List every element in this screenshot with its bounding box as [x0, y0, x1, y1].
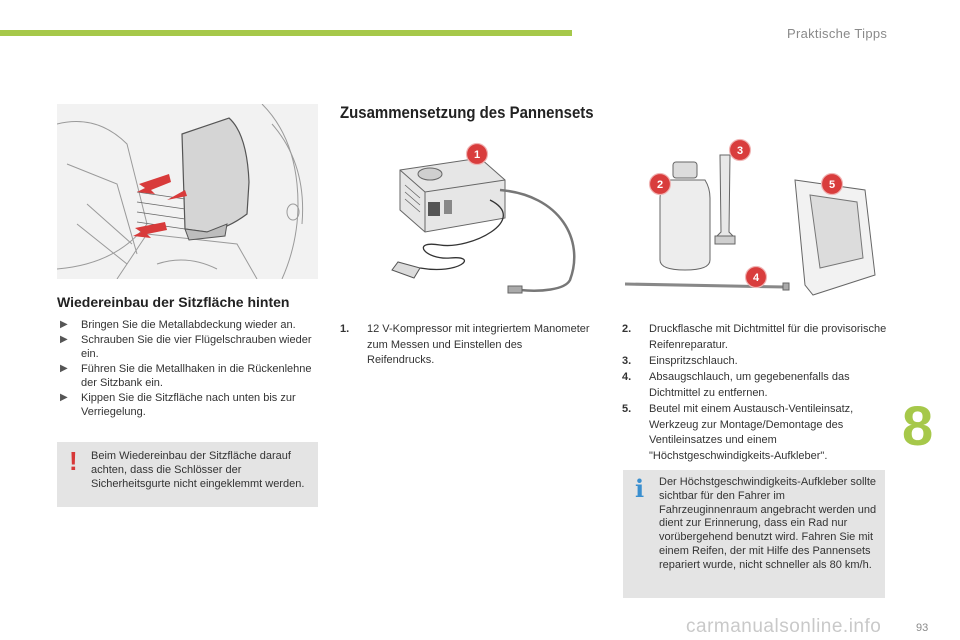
info-text: Der Höchstgeschwindigkeits-Aufkleber sollte sichtbar für den Fahrer im Fahrzeuginnenraum angebracht werden und dient zur Erinnerung, dass ein Rad nur vorübergehend benutzt wird. Fahren Sie mit einem Reifen, der mit Hilfe des Pannensets repariert wurde, nicht schneller als 80 km/h. — [659, 476, 877, 571]
kit-item-4 — [622, 370, 890, 401]
arrow-right-bullet-icon: ▶︎ — [60, 391, 68, 403]
kit-section-title: Zusammensetzung des Pannensets — [340, 103, 594, 122]
kit-item-text: 12 V-Kompressor mit integriertem Manometer zum Messen und Einstellen des Reifendrucks. — [367, 323, 590, 366]
list-item: ▶︎ Kippen Sie die Sitzfläche nach unten bis zur Verriegelung. — [60, 391, 296, 418]
chapter-number: 8 — [902, 394, 934, 457]
kit-item-number: 2. — [622, 323, 632, 335]
kit-item-number: 5. — [622, 403, 632, 415]
badge-4 — [744, 265, 768, 289]
badge-3-label: 3 — [736, 145, 744, 157]
badge-3 — [728, 138, 752, 162]
kit-item-text: Beutel mit einem Austausch-Ventileinsatz, Werkzeug zur Montage/Demontage des Ventileinsatzes und einem "Höchstgeschwindigkeits-Aufkleber". — [649, 403, 854, 462]
badge-5 — [820, 172, 844, 196]
arrow-right-bullet-icon: ▶︎ — [60, 333, 68, 345]
list-item: ▶︎ Führen Sie die Metallhaken in die Rückenlehne der Sitzbank ein. — [60, 362, 312, 389]
kit-item-number: 3. — [622, 355, 632, 367]
kit-item-1 — [340, 322, 590, 369]
kit-item-text: Absaugschlauch, um gegebenenfalls das Dichtmittel zu entfernen. — [649, 371, 850, 399]
list-item: ▶︎ Schrauben Sie die vier Flügelschrauben wieder ein. — [60, 333, 312, 360]
badge-1-label: 1 — [473, 149, 481, 161]
arrow-right-bullet-icon: ▶︎ — [60, 362, 68, 374]
reinstall-steps-list — [60, 318, 325, 420]
rear-seat-illustration — [57, 104, 318, 279]
info-callout — [623, 470, 885, 598]
kit-item-2 — [622, 322, 890, 353]
kit-item-number: 4. — [622, 371, 632, 383]
kit-item-text: Einspritzschlauch. — [649, 355, 738, 367]
kit-item-text: Druckflasche mit Dichtmittel für die provisorische Reifenreparatur. — [649, 323, 887, 351]
watermark: carmanualsonline.info — [686, 616, 882, 637]
header-accent-bar — [0, 30, 572, 36]
badge-4-label: 4 — [752, 272, 760, 284]
section-title: Praktische Tipps — [787, 26, 888, 41]
list-item: ▶︎ Bringen Sie die Metallabdeckung wieder an. — [60, 319, 296, 331]
badge-2 — [648, 172, 672, 196]
badge-1 — [465, 142, 489, 166]
warning-callout — [57, 442, 318, 507]
left-section-title: Wiedereinbau der Sitzfläche hinten — [57, 294, 290, 310]
warning-text: Beim Wiedereinbau der Sitzfläche darauf achten, dass die Schlösser der Sicherheitsgurte nicht eingeklemmt werden. — [91, 450, 305, 490]
kit-item-3 — [622, 354, 890, 370]
arrow-right-bullet-icon: ▶︎ — [60, 319, 68, 330]
kit-item-5 — [622, 402, 890, 464]
info-icon: i — [635, 474, 645, 503]
badge-2-label: 2 — [656, 179, 664, 191]
exclamation-icon: ! — [69, 446, 78, 476]
badge-5-label: 5 — [828, 179, 836, 191]
kit-item-number: 1. — [340, 323, 350, 335]
page-number: 93 — [916, 622, 929, 634]
